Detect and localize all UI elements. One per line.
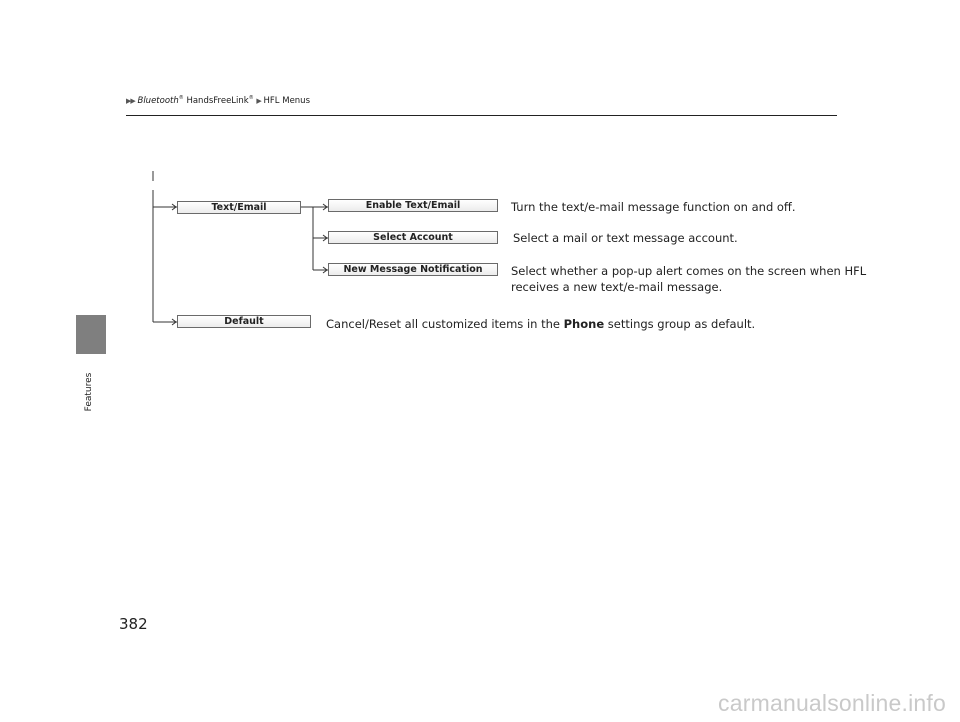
section-label: Features [84,372,94,412]
watermark: carmanualsonline.info [718,690,946,716]
description-select-account: Select a mail or text message account. [513,231,738,245]
description-text: Cancel/Reset all customized items in the [326,317,564,331]
description-default [326,316,755,332]
breadcrumb-hfl-menus: HFL Menus [263,95,310,106]
page-number: 382 [119,615,148,633]
menu-box-default: Default [177,315,311,328]
registered-mark: ® [248,95,254,101]
breadcrumb-bluetooth: Bluetooth [137,95,179,106]
triangle-icon: ▶ [256,96,261,105]
description-text: settings group as default. [604,317,756,331]
menu-box-text-email: Text/Email [177,201,301,214]
phone-emphasis: Phone [563,317,605,331]
menu-box-select-account: Select Account [328,231,498,244]
description-new-message-notification [511,263,866,295]
registered-mark: ® [178,95,184,101]
description-line: Select whether a pop-up alert comes on the screen when HFL [511,264,867,278]
double-triangle-icon: ▶▶ [126,96,135,105]
description-enable-text-email: Turn the text/e-mail message function on and off. [511,200,796,214]
breadcrumb-handsfreelink: HandsFreeLink [183,95,249,106]
description-line: receives a new text/e-mail message. [511,280,723,294]
menu-box-enable-text-email: Enable Text/Email [328,199,498,212]
menu-box-new-message-notification: New Message Notification [328,263,498,276]
